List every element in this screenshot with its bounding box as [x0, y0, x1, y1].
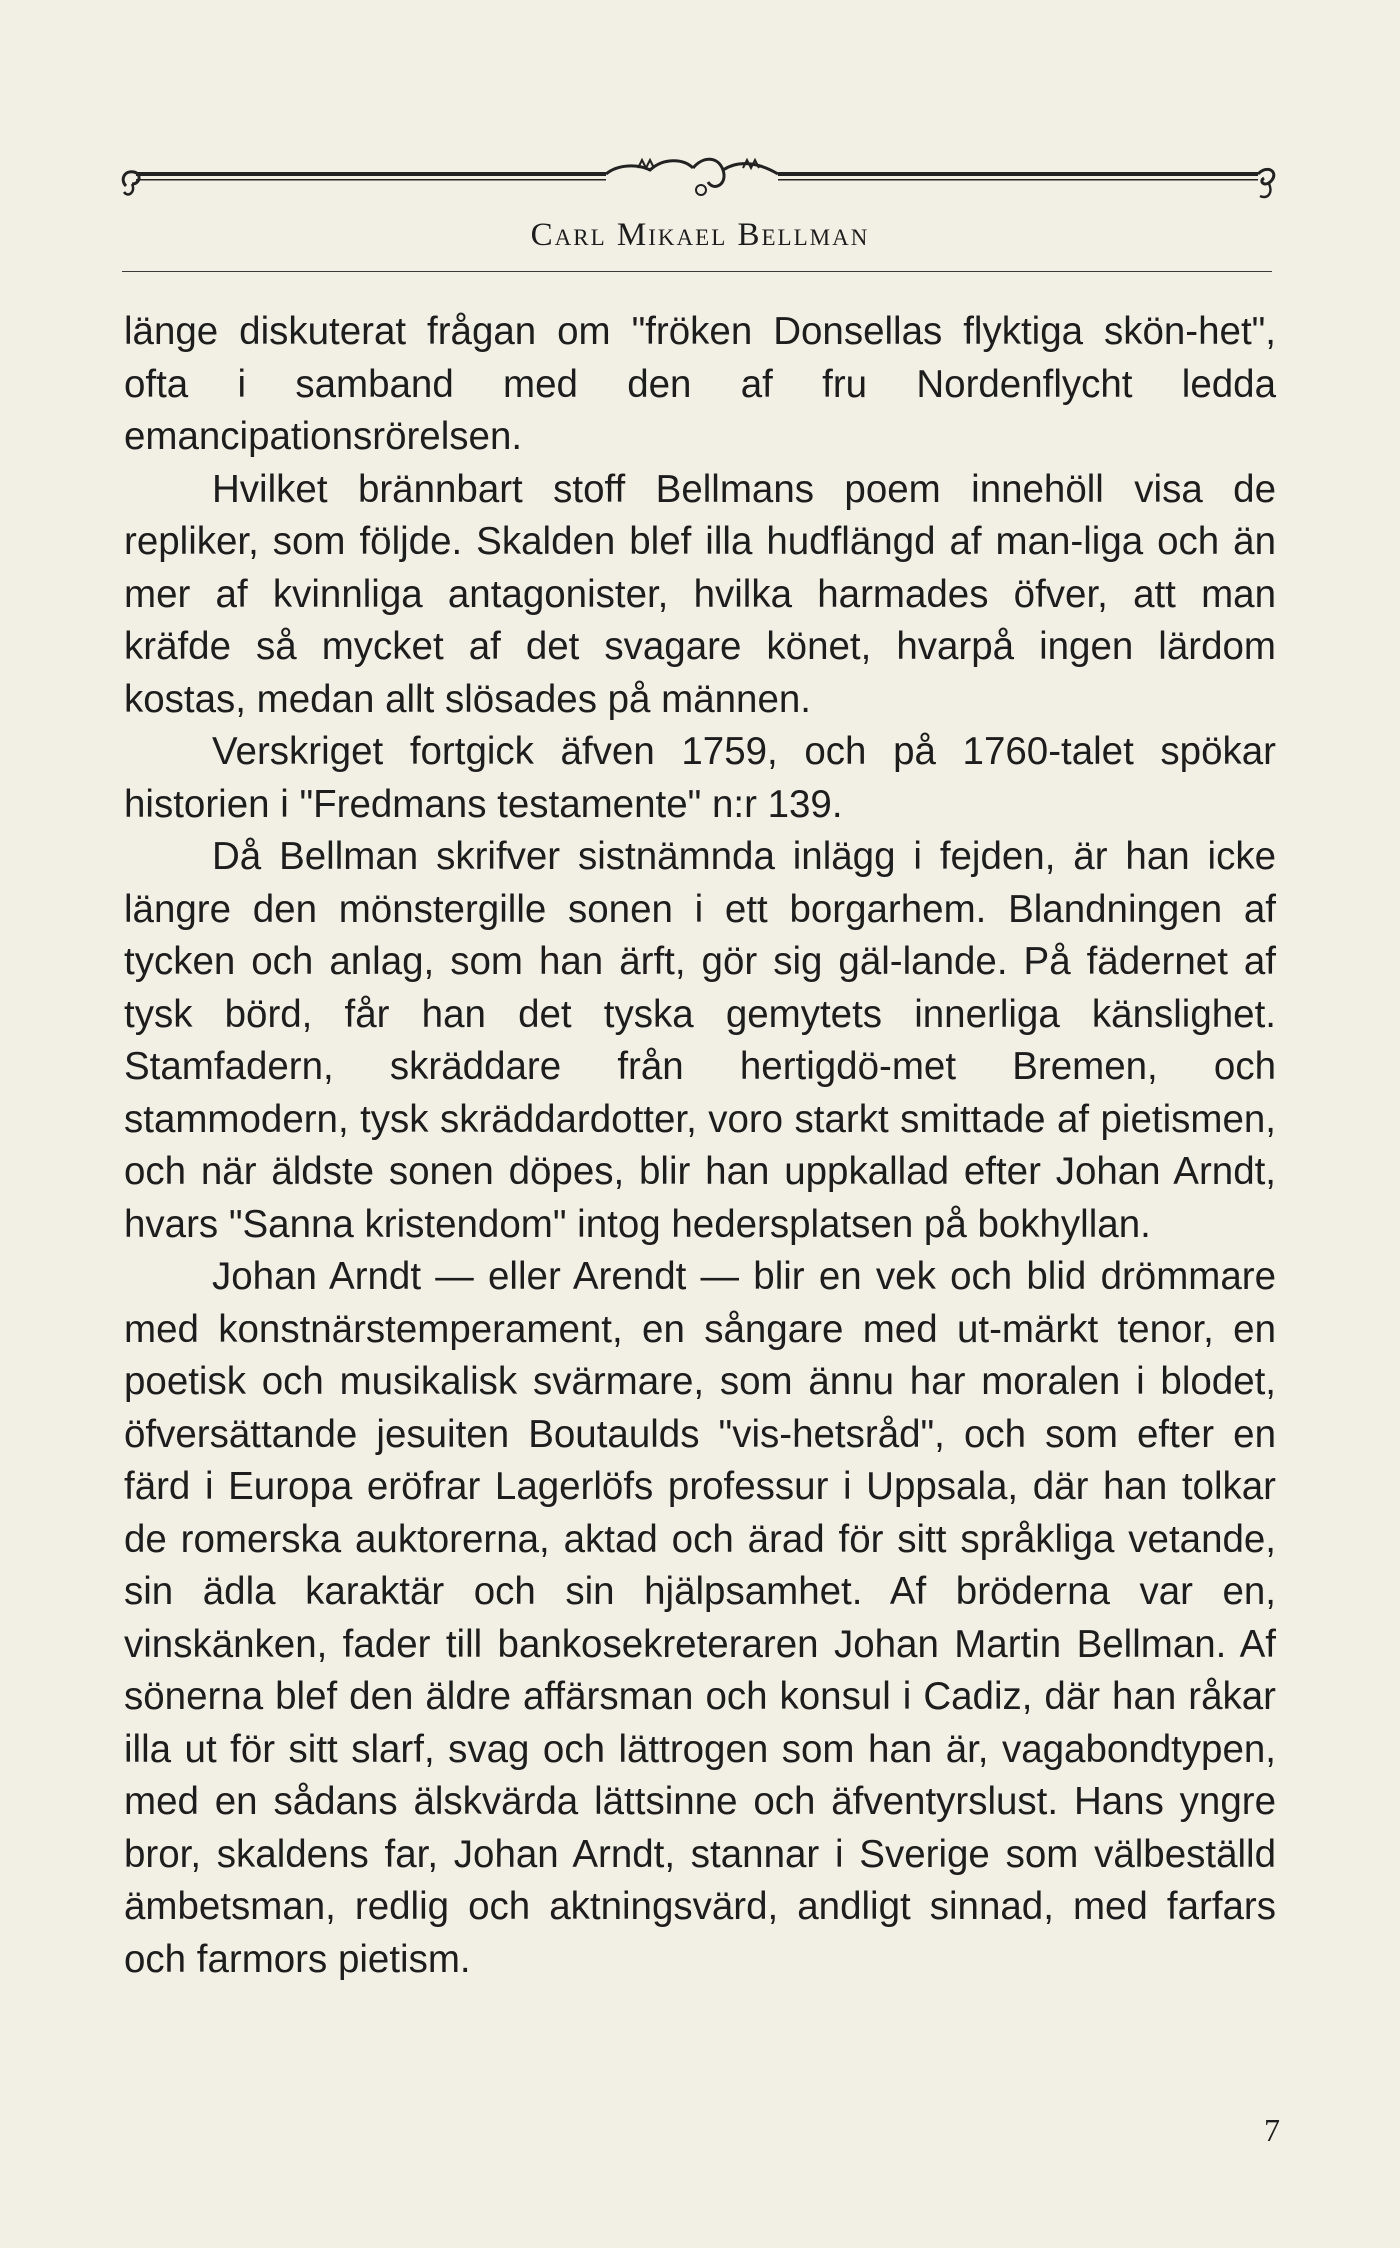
- paragraph-3: Verskriget fortgick äfven 1759, och på 1760-talet spökar historien i "Fredmans testamente" n:r 139.: [124, 730, 1276, 826]
- body-text: [124, 306, 1276, 1986]
- header-ornament: [118, 150, 1280, 210]
- paragraph-2: Hvilket brännbart stoff Bellmans poem innehöll visa de repliker, som följde. Skalden blef illa hudflängd af man-liga och än mer af kvinnliga antagonister, hvilka harmades öfver, att man kräfde så mycket af det svagare könet, hvarpå ingen lärdom kostas, medan allt slösades på männen.: [124, 467, 1276, 721]
- running-head: Carl Mikael Bellman: [530, 217, 870, 253]
- paragraph-5: Johan Arndt — eller Arendt — blir en vek och blid drömmare med konstnärstemperament, en sångare med ut-märkt tenor, en poetisk och musikalisk svärmare, som ännu har moralen i blodet, öfversättande jesuiten Boutaulds "vis-hetsråd", och som efter en färd i Europa eröfrar Lagerlöfs professur i Uppsala, där han tolkar de romerska auktorerna, aktad och ärad för sitt språkliga vetande, sin ädla karaktär och sin hjälpsamhet. Af bröderna var en, vinskänken, fader till bankosekreteraren Johan Martin Bellman. Af sönerna blef den äldre affärsman och konsul i Cadiz, där han råkar illa ut för sitt slarf, svag och lättrogen som han är, vagabondtypen, med en sådans älskvärda lättsinne och äfventyrslust. Hans yngre bror, skaldens far, Johan Arndt, stannar i Sverige som välbeställd ämbetsman, redlig och aktningsvärd, andligt sinnad, med farfars och farmors pietism.: [124, 1255, 1276, 1981]
- paragraph-1: länge diskuterat frågan om "fröken Donsellas flyktiga skön-het", ofta i samband med den af fru Nordenflycht ledda emancipationsrörelsen.: [124, 310, 1276, 458]
- page-number: 7: [1264, 2112, 1280, 2148]
- paragraph-4: Då Bellman skrifver sistnämnda inlägg i fejden, är han icke längre den mönstergille sonen i ett borgarhem. Blandningen af tycken och anlag, som han ärft, gör sig gäl-lande. På fädernet af tysk börd, får han det tyska gemytets innerliga känslighet. Stamfadern, skräddare från hertigdö-met Bremen, och stammodern, tysk skräddardotter, voro starkt smittade af pietismen, och när äldste sonen döpes, blir han uppkallad efter Johan Arndt, hvars "Sanna kristendom" intog hedersplatsen på bokhyllan.: [124, 835, 1276, 1246]
- header-rule: [122, 271, 1272, 272]
